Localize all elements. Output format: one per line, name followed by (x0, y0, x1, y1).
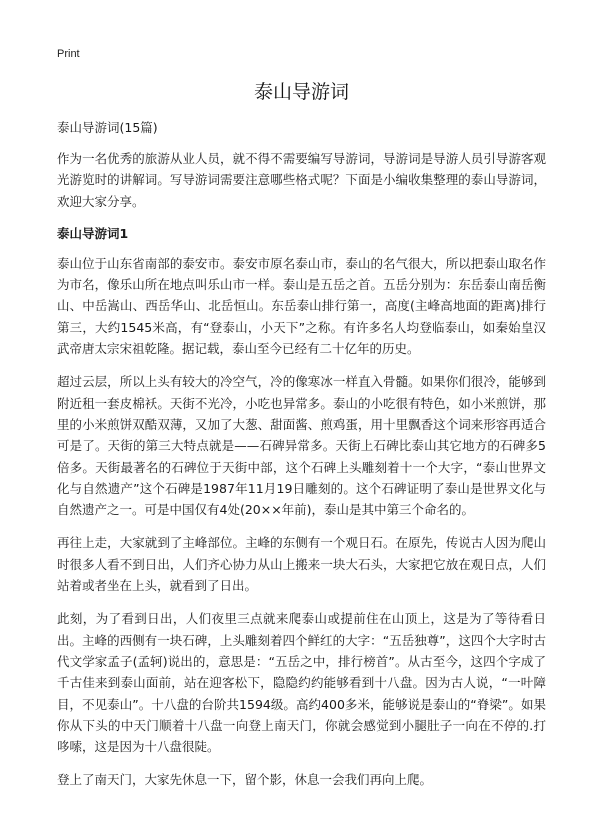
print-link[interactable]: Print (57, 48, 80, 60)
document-subtitle: 泰山导游词(15篇) (57, 120, 158, 135)
body-paragraph: 登上了南天门，大家先休息一下，留个影，休息一会我们再向上爬。 (57, 772, 433, 788)
intro-paragraph: 作为一名优秀的旅游从业人员，就不得不需要编写导游词，导游词是导游人员引导游客观光游览时的讲解词。写导游词需要注意哪些格式呢？下面是小编收集整理的泰山导游词，欢迎大家分享。 (57, 151, 546, 209)
section-heading: 泰山导游词1 (57, 225, 129, 241)
page-title: 泰山导游词 (253, 81, 349, 103)
body-paragraph: 超过云层，所以上头有较大的冷空气，冷的像寒冰一样直入骨髓。如果你们很冷，能够到附近租一套皮棉袄。天街不光冷，小吃也异常多。泰山的小吃很有特色，如小米煎饼，那里的小米煎饼双酷双薄，又加了大葱、甜面酱、煎鸡蛋，用十里飘香这个词来形容再适合可是了。天街的第三大特点就是——石碑异常多。天街上石碑比泰山其它地方的石碑多5倍多。天街最著名的石碑位于天街中部，这个石碑上头雕刻着十一个大字，“泰山世界文化与自然遗产”这个石碑是1987年11月19日雕刻的。这个石碑证明了泰山是世界文化与自然遗产之一。可是中国仅有4处(20××年前)，泰山是其中第三个命名的。 (57, 374, 546, 518)
body-paragraph: 再往上走，大家就到了主峰部位。主峰的东侧有一个观日石。在原先，传说古人因为爬山时很多人看不到日出，人们齐心协力从山上搬来一块大石头，大家把它放在观日点，人们站着或者坐在上头，就看到了日出。 (57, 535, 546, 594)
body-paragraph: 泰山位于山东省南部的泰安市。泰安市原名泰山市，泰山的名气很大，所以把泰山取名作为市名，像乐山所在地点叫乐山市一样。泰山是五岳之首。五岳分别为：东岳泰山南岳衡山、中岳嵩山、西岳华山、北岳恒山。东岳泰山排行第一，高度(主峰高地面的距离)排行第三，大约1545米高，有“登泰山，小天下”之称。有许多名人均登临泰山，如秦始皇汉武帝唐太宗宋祖乾隆。据记载，泰山至今已经有二十亿年的历史。 (57, 255, 546, 357)
body-paragraph: 此刻，为了看到日出，人们夜里三点就来爬泰山或提前住在山顶上，这是为了等待看日出。主峰的西侧有一块石碑，上头雕刻着四个鲜红的大字：“五岳独尊”，这四个大字时古代文学家孟子(孟轲)说出的，意思是：“五岳之中，排行榜首”。从古至今，这四个字成了千古佳来到泰山面前，站在迎客松下，隐隐约约能够看到十八盘。因为古人说，“一叶障目，不见泰山”。十八盘的台阶共1594级。高约400多米，能够说是泰山的“脊梁”。如果你从下头的中天门顺着十八盘一向登上南天门，你就会感觉到小腿肚子一向在不停的.打哆嗦，这是因为十八盘很陡。 (57, 611, 546, 755)
